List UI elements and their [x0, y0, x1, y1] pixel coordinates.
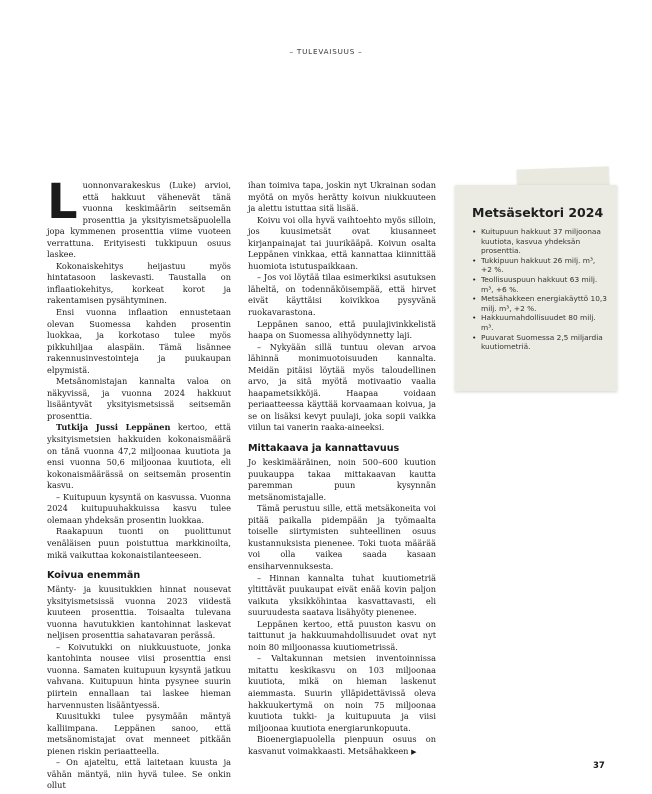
- article-paragraph: [248, 619, 436, 654]
- factbox-item: • Puuvarat Suomessa 2,5 miljardia kuutiometriä.: [472, 333, 607, 352]
- paragraph-text: Bioenergiapuolella pienpuun osuus on kasvanut voimakkaasti. Metsähakkeen: [248, 734, 436, 756]
- paragraph-text: – Valtakunnan metsien inventoinnissa mitattu keskikasvu on 103 miljoonaa kuutiota, mikä on hieman laskenut aiemmasta. Suurin ylläpidettävissä oleva hakkuukertymä on noin 75 miljoonaa kuutiota tukki- ja kuitupuuta ja viisi miljoonaa kuutiota energiarunkopuuta.: [248, 653, 436, 733]
- article-paragraph: [248, 457, 436, 503]
- article-column-2: [248, 180, 436, 758]
- sidebar-factbox: [455, 185, 617, 391]
- column-1-body: [47, 174, 231, 792]
- page-number: 37: [593, 761, 605, 771]
- column-2-body: [248, 180, 436, 758]
- factbox-item: • Hakkuumahdollisuudet 80 milj. m³.: [472, 313, 607, 332]
- continue-arrow-icon: ▶: [411, 747, 417, 756]
- article-paragraph: [248, 573, 436, 619]
- paragraph-text: – Hinnan kannalta tuhat kuutiometriä yltittävät puukaupat eivät enää kovin paljon vaikuta yksikköhintaa kasvattavasti, eli suuruudesta saatava lisähyöty pienenee.: [248, 572, 436, 618]
- paragraph-text: – On ajateltu, että laitetaan kuusta ja vähän mäntyä, niin hyvä tulee. Se onkin ollut: [47, 757, 231, 791]
- section-heading: Koivua enemmän: [47, 570, 141, 582]
- article-column-1: [47, 174, 231, 792]
- article-paragraph: [47, 261, 231, 307]
- paragraph-text: Ensi vuonna inflaation ennustetaan olevan Suomessa kahden prosentin luokkaa, ja korkotaso tulee myös pikkuhiljaa alaspäin. Tämä lisännee rakennusinvestointeja ja puukaupan elpymistä.: [47, 307, 231, 375]
- factbox-item: • Tukkipuun hakkuut 26 milj. m³, +2 %.: [472, 256, 607, 275]
- factbox-item: • Teollisuuspuun hakkuut 63 milj. m³, +6 %.: [472, 275, 607, 294]
- paragraph-text: – Kuitupuun kysyntä on kasvussa. Vuonna 2024 kuitupuuhakkuissa kasvu tulee olemaan yhdeksän prosentin luokkaa.: [47, 491, 231, 525]
- paragraph-text: Leppänen sanoo, että puulajivinkkelistä haapa on Suomessa alihyödynnetty laji.: [248, 318, 436, 341]
- article-paragraph: [47, 526, 231, 561]
- article-paragraph: [47, 642, 231, 711]
- section-header: – TULEVAISUUS –: [289, 47, 363, 56]
- paragraph-text: kertoo, että yksityismetsien hakkuiden kokonaismäärä on tänä vuonna 47,2 miljoonaa kuutiota ja ensi vuonna 50,6 miljoonaa kuutiota, eli kokonaismäärässä on seitsemän prosentin kasvu.: [47, 422, 231, 491]
- paragraph-text: – Jos voi löytää tilaa esimerkiksi asutuksen läheltä, on todennäköisempää, että hirvet eivät käyttäisi koivikkoa pysyvänä ruokavarastona.: [248, 272, 436, 318]
- article-paragraph: [47, 307, 231, 376]
- article-paragraph: [248, 653, 436, 734]
- paragraph-text: Raakapuun tuonti on puolittunut venäläisen puun poistuttua markkinoilta, mikä vaikuttaa kokonaistilanteeseen.: [47, 526, 231, 560]
- article-paragraph: [47, 422, 231, 491]
- article-paragraph: [248, 215, 436, 273]
- person-name: Tutkija Jussi Leppänen: [56, 422, 171, 433]
- paragraph-text: Leppänen kertoo, että puuston kasvu on taittunut ja hakkuumahdollisuudet ovat nyt noin 80 miljoonassa kuutiometrissä.: [248, 618, 436, 652]
- paragraph-text: – Nykyään sillä tuntuu olevan arvoa lähinnä monimuotoisuuden kannalta. Meidän pitäisi löytää myös taloudellinen arvo, ja sitä myötä motivaatio vaalia haapametsikköjä. Haapaa voidaan periaatteessa käyttää korvaamaan koivua, ja se on lisäksi kevyt puulaji, joka sopii vaikka viilun tai vanerin raaka-aineeksi.: [248, 341, 436, 433]
- paragraph-text: Mänty- ja kuusitukkien hinnat nousevat yksityismetsissä vuonna 2023 viidestä kuuteen prosenttia. Toisaalta tulevana vuonna havutukkien kantohinnat laskevat neljisen prosenttia sahatavaran perässä.: [47, 584, 231, 641]
- section-heading: Mittakaava ja kannattavuus: [248, 443, 400, 455]
- paragraph-text: Kuusitukki tulee pysymään mäntyä kalliimpana. Leppänen sanoo, että metsänomistajat ovat menneet pitkään pienen riskin periaatteella.: [47, 711, 231, 756]
- factbox-title: Metsäsektori 2024: [472, 205, 604, 220]
- paragraph-text: Metsänomistajan kannalta valoa on näkyvissä, ja vuonna 2024 hakkuut lisääntyvät yksityismetsissä seitsemän prosenttia.: [47, 376, 231, 421]
- article-paragraph: [248, 319, 436, 342]
- factbox-list: [455, 227, 617, 352]
- paragraph-text: Koivu voi olla hyvä vaihtoehto myös silloin, jos kuusimetsät ovat kiusanneet kirjanpainajat tai juurikääpä. Koivun osalta Leppänen vinkkaa, että kannattaa kiinnittää huomiota istutuspaikkaan.: [248, 214, 436, 271]
- drop-cap: L: [47, 174, 78, 230]
- paragraph-text: uonnonvarakeskus (Luke) arvioi, että hakkuut vähenevät tänä vuonna keskimäärin seitsemän prosenttia ja yksityismetsäpuolella jopa kymmenen prosenttia viime vuoteen verrattuna. Erityisesti tukkipuun osuus laskee.: [47, 180, 231, 260]
- article-paragraph: [248, 272, 436, 318]
- article-paragraph: [47, 584, 231, 642]
- article-paragraph: [248, 180, 436, 215]
- factbox-item: • Metsähakkeen energiakäyttö 10,3 milj. m³, +2 %.: [472, 294, 607, 313]
- article-paragraph: [248, 503, 436, 572]
- article-paragraph: [47, 757, 231, 792]
- article-paragraph: [47, 711, 231, 757]
- paragraph-text: Tämä perustuu sille, että metsäkoneita voi pitää paikalla pidempään ja työmaalta toiselle siirtymisten suhteellinen osuus kustannuksista pienenee. Toki tuota määrää voi olla vaikea saada kasaan ensiharvennuksesta.: [248, 503, 436, 571]
- paragraph-text: Kokonaiskehitys heijastuu myös hintatasoon laskevasti. Taustalla on inflaatiokehitys, korkeat korot ja rakentamisen pysähtyminen.: [47, 260, 231, 306]
- article-paragraph: [47, 376, 231, 422]
- factbox-item: • Kuitupuun hakkuut 37 miljoonaa kuutiota, kasvua yhdeksän prosenttia.: [472, 227, 607, 256]
- paragraph-text: Jo keskimääräinen, noin 500–600 kuution puukauppa takaa mittakaavan kautta paremman puun kysynnän metsänomistajalle.: [248, 457, 436, 502]
- article-paragraph: [47, 492, 231, 527]
- article-paragraph: [248, 342, 436, 434]
- article-paragraph: [248, 734, 436, 758]
- paragraph-text: – Koivutukki on niukkuustuote, jonka kantohinta nousee viisi prosenttia ensi vuonna. Samaten kuitupuun kysyntä jatkuu vahvana. Kuitupuun hinta pysynee suurin piirtein ennallaan tai laskee hieman harvennusten lisääntyessä.: [47, 641, 231, 710]
- paragraph-text: ihan toimiva tapa, joskin nyt Ukrainan sodan myötä on myös herätty koivun niukkuuteen ja alettu istuttaa sitä lisää.: [248, 180, 436, 214]
